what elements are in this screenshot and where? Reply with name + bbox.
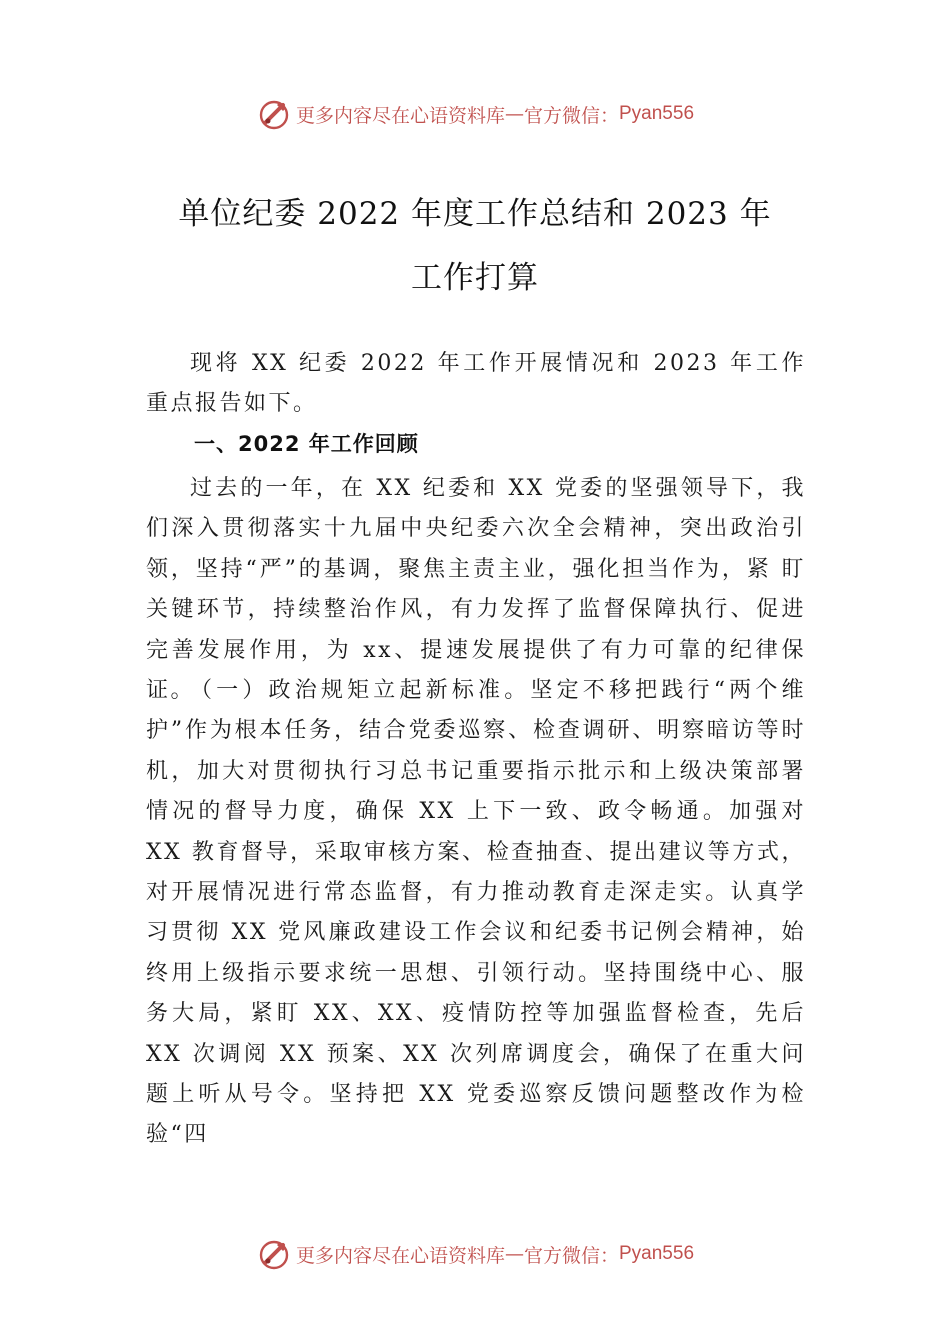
body-paragraph-1: 过去的一年，在 XX 纪委和 XX 党委的坚强领导下，我们深入贯彻落实十九届中央纪委六次全会精神，突出政治引领，坚持“严”的基调，聚焦主责主业，强化担当作为，紧 盯关键环节，持续整治作风，有力发挥了监督保障执行、促进完善发展作用，为 xx、提速发展提供了有力可靠的纪律保证。: [146, 476, 806, 704]
watermark-dash: —: [504, 1243, 524, 1265]
brush-logo-icon: [256, 96, 292, 132]
watermark-wechat-id: Pyan556: [619, 103, 695, 124]
watermark-site-text: 更多内容尽在心语资料库: [295, 1244, 505, 1267]
watermark-wechat-label: 官方微信：: [523, 1244, 619, 1267]
document-title-line1: 单位纪委 2022 年度工作总结和 2023 年: [178, 196, 772, 232]
document-title-line2: 工作打算: [411, 260, 539, 296]
section-heading: 一、2022 年工作回顾: [194, 432, 419, 456]
body-paragraph-2: （一）政治规矩立起新标准。坚定不移把践行“两个维护”作为根本任务，结合党委巡察、检查调研、明察暗访等时机，加大对贯彻执行习总书记重要指示批示和上级决策部署情况的督导力度，确保 XX 上下一致、政令畅通。加强对 XX 教育督导，采取审核方案、检查抽查、提出建议等方式，对开展情况进行常态监督，有力推动教育走深走实。认真学习贯彻 XX 党风廉政建设工作会议和纪委书记例会精神，始终用上级指示要求统一思想、引领行动。坚持围绕中心、服 务大局，紧盯 XX、XX、疫情防控等加强监督检查，先后 XX 次调阅 XX 预案、XX 次列席调度会，确保了在重大问题上听从号令。坚持把 XX 党委巡察反馈问题整改作为检验“四: [146, 678, 806, 1148]
watermark-banner-top: [0, 94, 950, 134]
watermark-site-text: 更多内容尽在心语资料库: [295, 104, 505, 127]
brush-logo-icon: [256, 1236, 292, 1272]
watermark-wechat-label: 官方微信：: [523, 104, 619, 127]
watermark-dash: —: [504, 103, 524, 125]
watermark-banner-bottom: [0, 1234, 950, 1274]
watermark-wechat-id: Pyan556: [619, 1243, 695, 1264]
intro-paragraph: 现将 XX 纪委 2022 年工作开展情况和 2023 年工作重点报告如下。: [146, 351, 806, 417]
